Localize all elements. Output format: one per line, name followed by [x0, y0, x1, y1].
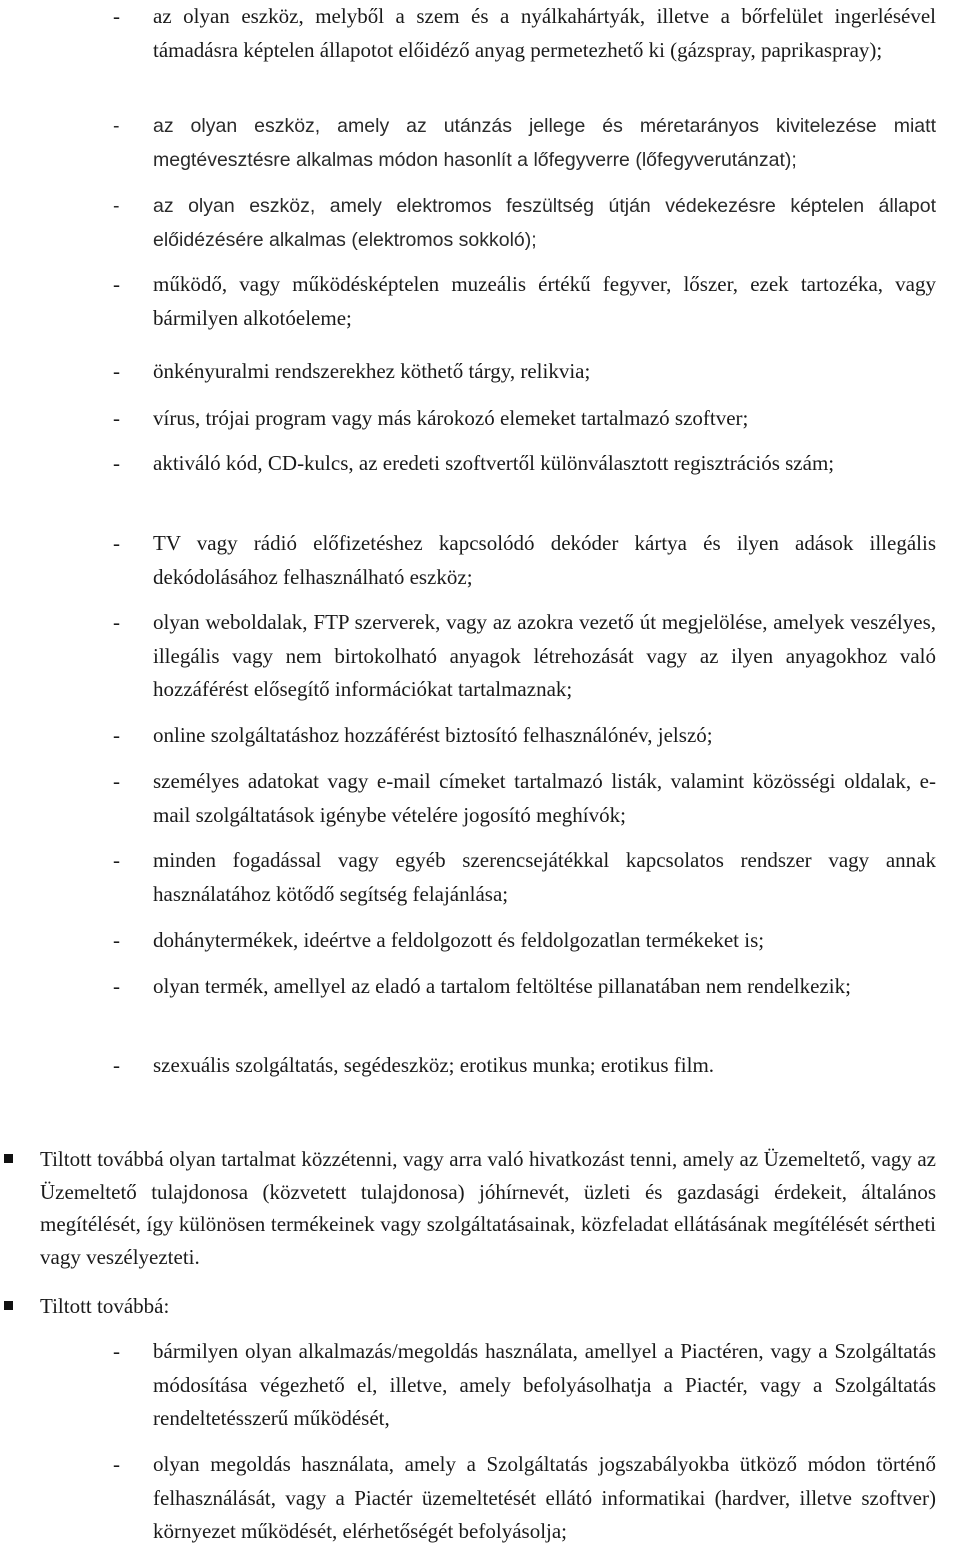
list-dash: -: [113, 1053, 120, 1077]
square-bullet-icon: [4, 1154, 13, 1163]
list-item-text: TV vagy rádió előfizetéshez kapcsolódó dekóder kártya és ilyen adások illegális dekódolásához felhasználható eszköz;: [153, 531, 936, 589]
list-item: [0, 268, 936, 335]
list-item: [0, 1448, 936, 1549]
list-dash: -: [113, 4, 120, 28]
list-dash: -: [113, 451, 120, 475]
list-item-text: az olyan eszköz, melyből a szem és a nyálkahártyák, illetve a bőrfelület ingerlésével támadásra képtelen állapotot előidéző anyag permetezhető ki (gázspray, paprikaspray);: [153, 4, 936, 62]
list-item-text: működő, vagy működésképtelen muzeális értékű fegyver, lőszer, ezek tartozéka, vagy bármilyen alkotóeleme;: [153, 272, 936, 330]
list-item-text: online szolgáltatáshoz hozzáférést biztosító felhasználónév, jelszó;: [153, 723, 713, 747]
list-dash: -: [113, 531, 120, 555]
list-dash: -: [113, 1339, 120, 1363]
list-item-text: szexuális szolgáltatás, segédeszköz; erotikus munka; erotikus film.: [153, 1053, 715, 1077]
list-dash: -: [113, 195, 120, 217]
list-dash: -: [113, 272, 120, 296]
list-item-text: vírus, trójai program vagy más károkozó elemeket tartalmazó szoftver;: [153, 406, 749, 430]
list-item-text: az olyan eszköz, amely az utánzás jellege és méretarányos kivitelezése miatt megtévesztésre alkalmas módon hasonlít a lőfegyverre (lőfegyverutánzat);: [153, 115, 936, 171]
list-item: [0, 1335, 936, 1436]
list-dash: -: [113, 406, 120, 430]
list-item-text: olyan megoldás használata, amely a Szolgáltatás jogszabályokba ütköző módon történő felhasználását, vagy a Piactér üzemeltetését ellátó informatikai (hardver, illetve szoftver) környezet működését, elérhetőségét befolyásolja;: [153, 1452, 936, 1543]
list-item: [0, 765, 936, 832]
list-dash: -: [113, 723, 120, 747]
list-dash: -: [113, 974, 120, 998]
list-item: [0, 402, 936, 436]
list-dash: -: [113, 848, 120, 872]
paragraph-text: Tiltott továbbá:: [40, 1294, 170, 1318]
list-item-text: az olyan eszköz, amely elektromos feszültség útján védekezésre képtelen állapot előidézésére alkalmas (elektromos sokkoló);: [153, 195, 936, 251]
list-dash: -: [113, 1452, 120, 1476]
list-dash: -: [113, 359, 120, 383]
list-dash: -: [113, 769, 120, 793]
list-item: [0, 527, 936, 594]
list-item-text: bármilyen olyan alkalmazás/megoldás használata, amellyel a Piactéren, vagy a Szolgáltatás módosítása végezhető el, illetve, amely befolyásolhatja a Piactér, vagy a Szolgáltatás rendeltetésszerű működését,: [153, 1339, 936, 1430]
list-dash: -: [113, 610, 120, 634]
list-dash: -: [113, 115, 120, 137]
list-item: [0, 0, 936, 67]
list-item: [0, 447, 936, 481]
list-item: [0, 189, 936, 257]
list-item-text: aktiváló kód, CD-kulcs, az eredeti szoftvertől különválasztott regisztrációs szám;: [153, 451, 835, 475]
square-bullet-icon: [4, 1301, 13, 1310]
list-item: [0, 606, 936, 707]
list-item-text: dohánytermékek, ideértve a feldolgozott és feldolgozatlan termékeket is;: [153, 928, 765, 952]
list-item-text: olyan weboldalak, FTP szerverek, vagy az azokra vezető út megjelölése, amelyek veszélyes, illegális vagy nem birtokolható anyagok létrehozását vagy az ilyen anyagokhoz való hozzáférést elősegítő információkat tartalmaznak;: [153, 610, 936, 701]
list-item: [0, 844, 936, 911]
list-item-text: minden fogadással vagy egyéb szerencsejátékkal kapcsolatos rendszer vagy annak használatához kötődő segítség felajánlása;: [153, 848, 936, 906]
list-item-text: személyes adatokat vagy e-mail címeket tartalmazó listák, valamint közösségi oldalak, e-mail szolgáltatások igénybe vételére jogosító meghívók;: [153, 769, 936, 827]
list-item: [0, 719, 936, 753]
list-item-text: olyan termék, amellyel az eladó a tartalom feltöltése pillanatában nem rendelkezik;: [153, 974, 851, 998]
list-dash: -: [113, 928, 120, 952]
list-item: [0, 355, 936, 389]
list-item: [0, 970, 936, 1004]
list-item-text: önkényuralmi rendszerekhez köthető tárgy, relikvia;: [153, 359, 591, 383]
list-item: [0, 109, 936, 177]
list-item: [0, 924, 936, 958]
paragraph-text: Tiltott továbbá olyan tartalmat közzétenni, vagy arra való hivatkozást tenni, amely az Üzemeltető, vagy az Üzemeltető tulajdonosa (közvetett tulajdonosa) jóhírnevét, üzleti és gazdasági érdekeit, általános megítélését, így különösen termékeinek vagy szolgáltatásainak, közfeladat ellátásának megítélését sértheti vagy veszélyezteti.: [40, 1147, 936, 1269]
list-item: [0, 1049, 936, 1083]
